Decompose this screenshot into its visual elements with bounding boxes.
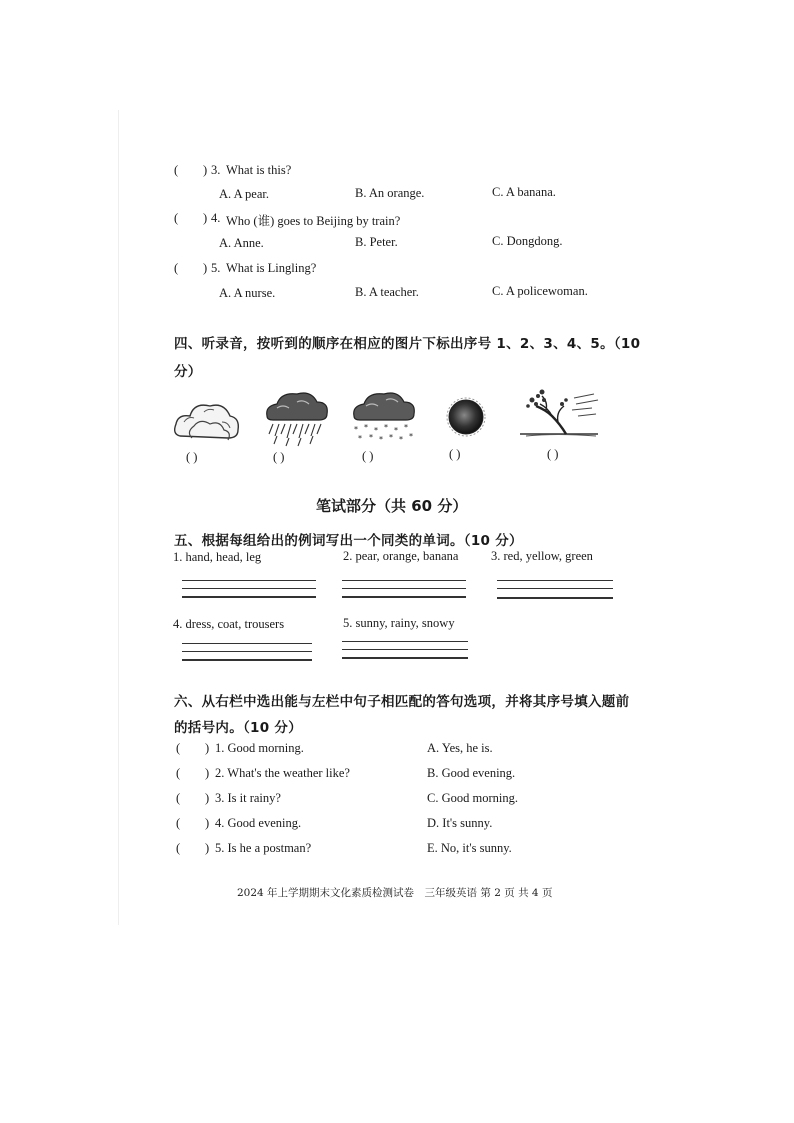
svg-text:*: * [384, 423, 388, 432]
word-group-3: 3. red, yellow, green [491, 549, 593, 563]
answer-paren-open: ( [174, 163, 179, 177]
cloudy-icon [170, 392, 242, 450]
image-answer-blank-1: ( ) [186, 450, 198, 464]
svg-text:*: * [404, 423, 408, 432]
page-edge [118, 110, 119, 925]
answer-paren-close: ) [205, 766, 210, 780]
page-footer: 2024 年上学期期末文化素质检测试卷 三年级英语 第 2 页 共 4 页 [237, 887, 553, 899]
svg-text:*: * [364, 423, 368, 432]
written-part-header: 笔试部分（共 60 分） [316, 497, 468, 515]
question-text: What is this? [226, 163, 292, 177]
svg-text:*: * [399, 435, 403, 444]
option-b: B. A teacher. [355, 285, 419, 299]
svg-text:*: * [389, 433, 393, 442]
option-c: C. A policewoman. [492, 284, 588, 298]
option-a: A. A pear. [219, 187, 269, 201]
section-4-title: 四、听录音，按听到的顺序在相应的图片下标出序号 1、2、3、4、5。（10 [174, 336, 641, 352]
word-group-4: 4. dress, coat, trousers [173, 617, 285, 631]
answer-paren-open: ( [176, 841, 181, 855]
answer-paren-close: ) [205, 841, 210, 855]
answer-paren-close: ) [205, 791, 210, 805]
question-number: 4. [211, 211, 221, 225]
option-a: A. Anne. [219, 236, 264, 250]
section-4-title-cont: 分） [174, 364, 202, 380]
word-group-2: 2. pear, orange, banana [343, 549, 459, 563]
word-group-5: 5. sunny, rainy, snowy [343, 616, 455, 630]
answer-paren-open: ( [176, 766, 181, 780]
image-answer-blank-4: ( ) [449, 447, 461, 461]
match-left-text: 4. Good evening. [215, 816, 302, 830]
match-right-b: B. Good evening. [427, 766, 516, 780]
image-answer-blank-3: ( ) [362, 449, 374, 463]
section-5-title: 五、根据每组给出的例词写出一个同类的单词。（10 分） [174, 533, 523, 549]
question-number: 5. [211, 261, 221, 275]
sunny-icon [430, 390, 502, 448]
section-6-title: 六、从右栏中选出能与左栏中句子相匹配的答句选项，并将其序号填入题前 [174, 694, 630, 710]
svg-text:*: * [379, 435, 383, 444]
option-c: C. A banana. [492, 185, 556, 199]
image-answer-blank-5: ( ) [547, 447, 559, 461]
match-right-e: E. No, it's sunny. [427, 841, 512, 855]
match-left-text: 5. Is he a postman? [215, 841, 312, 855]
svg-text:*: * [369, 433, 373, 442]
word-group-1: 1. hand, head, leg [173, 550, 262, 564]
snowy-icon [348, 388, 420, 446]
svg-text:*: * [374, 426, 378, 435]
section-6-title-cont: 的括号内。（10 分） [174, 720, 303, 736]
question-text: What is Lingling? [226, 261, 317, 275]
answer-paren-close: ) [205, 741, 210, 755]
option-a: A. A nurse. [219, 286, 276, 300]
answer-paren-close: ) [205, 816, 210, 830]
answer-paren-close: ) [203, 261, 208, 275]
answer-paren-open: ( [176, 816, 181, 830]
svg-text:*: * [354, 425, 358, 434]
svg-text:*: * [394, 426, 398, 435]
svg-text:*: * [409, 432, 413, 441]
answer-paren-open: ( [174, 211, 179, 225]
answer-paren-close: ) [203, 163, 208, 177]
match-right-d: D. It's sunny. [427, 816, 493, 830]
question-text: Who (谁) goes to Beijing by train? [226, 214, 401, 228]
option-c: C. Dongdong. [492, 234, 563, 248]
match-right-c: C. Good morning. [427, 791, 518, 805]
question-number: 3. [211, 163, 221, 177]
image-answer-blank-2: ( ) [273, 450, 285, 464]
match-left-text: 1. Good morning. [215, 741, 304, 755]
rainy-icon [261, 390, 333, 448]
svg-text:*: * [358, 434, 362, 443]
answer-paren-open: ( [176, 741, 181, 755]
answer-paren-close: ) [203, 211, 208, 225]
answer-paren-open: ( [174, 261, 179, 275]
match-left-text: 3. Is it rainy? [215, 791, 281, 805]
option-b: B. Peter. [355, 235, 398, 249]
answer-paren-open: ( [176, 791, 181, 805]
windy-icon [518, 386, 602, 444]
match-right-a: A. Yes, he is. [427, 741, 493, 755]
match-left-text: 2. What's the weather like? [215, 766, 350, 780]
option-b: B. An orange. [355, 186, 425, 200]
